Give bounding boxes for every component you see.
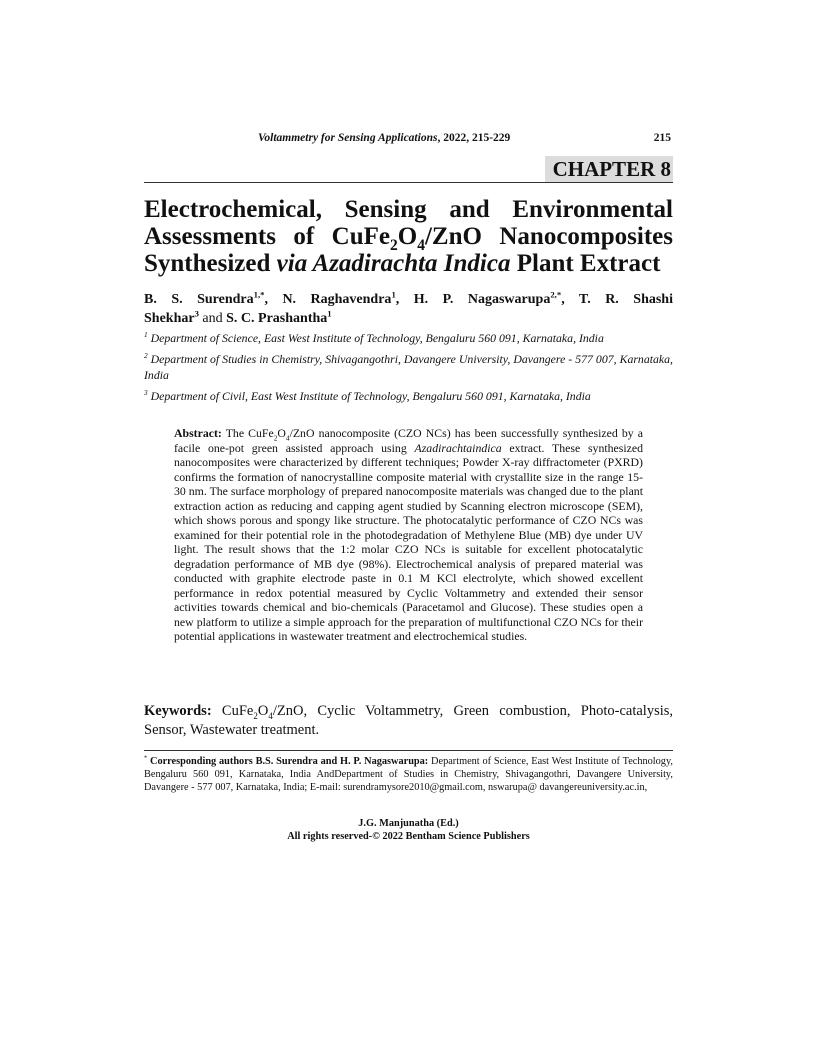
author-sup: 1: [391, 289, 396, 300]
affil-text: Department of Studies in Chemistry, Shivagangothri, Davangere University, Davangere - 577 007, Karnataka, India: [144, 351, 673, 382]
title-line-3: [144, 250, 673, 277]
author-sup: 2,*: [550, 289, 562, 300]
abstract-text: /ZnO nanocomposite (CZO NCs) has been successfully synthesized by a facile one-pot green assisted approach using: [174, 426, 643, 455]
footnote-sup: *: [144, 754, 148, 762]
subscript: 2: [390, 237, 398, 254]
running-head-title: [258, 132, 510, 144]
author-name: S. C. Prashantha: [226, 311, 328, 326]
footnote-label: Corresponding authors B.S. Surendra and H. P. Nagaswarupa:: [147, 756, 429, 767]
author-list: [144, 290, 673, 328]
author-line-2: [144, 309, 673, 328]
affil-text: Department of Civil, East West Institute of Technology, Bengaluru 560 091, Karnataka, India: [147, 388, 591, 403]
title-italic: via Azadirachta Indica: [276, 250, 511, 277]
author-sup: 3: [194, 308, 199, 319]
subscript: 4: [285, 433, 290, 443]
keywords-text: O: [257, 703, 269, 719]
author-sup: 1,*: [253, 289, 265, 300]
title-text: Plant Extract: [510, 250, 661, 277]
affiliation-2: [144, 351, 673, 384]
abstract-italic: Azadirachtaindica: [414, 440, 502, 455]
keywords-text: /ZnO, Cyclic Voltammetry, Green combustion, Photo-catalysis, Sensor, Wastewater treatment.: [144, 703, 674, 738]
abstract-label: Abstract:: [174, 426, 222, 440]
subscript: 4: [268, 710, 273, 721]
year-pages: , 2022, 215-229: [437, 132, 511, 144]
author-name: B. S. Surendra: [144, 292, 254, 307]
subscript: 2: [253, 710, 258, 721]
author-name: , H. P. Nagaswarupa: [395, 292, 551, 307]
affiliation-1: [144, 330, 673, 347]
title-line-1: Electrochemical, Sensing and Environmental: [144, 196, 673, 223]
and-word: and: [198, 311, 227, 326]
subscript: 2: [273, 433, 278, 443]
footnote: [144, 755, 673, 794]
title-text: Synthesized: [144, 250, 277, 277]
affil-sup: 2: [144, 350, 148, 360]
chapter-label: CHAPTER 8: [545, 156, 673, 182]
abstract-text: extract. These synthesized nanocomposites were characterized by different techniques; Powder X-ray diffractometer (PXRD) confirms the formation of nanocrystalline composite material with crystallite size in the range 15-30 nm. The surface morphology of prepared nanocomposite materials was changed due to the plant extraction action as reducing and capping agent studied by Scanning electron microscope (SEM), which shows porous and spongy like structure. The photocatalytic performance of CZO NCs was examined for their potential role in the photodegradation of Methylene Blue (MB) dye under UV light. The result shows that the 1:2 molar CZO NCs is suitable for excellent photocatalytic degradation performance of MB dye (98%). Electrochemical analysis of prepared material was conducted with graphite electrode paste in 0.1 M KCl electrolyte, which showed excellent performance in redox potential measured by Cyclic Voltammetry and extended their sensor activities towards chemical and bio-chemicals (Paracetamol and Glucose). These studies open a new platform to utilize a simple approach for the preparation of multifunctional CZO NCs for their potential applications in wastewater treatment and electrochemical studies.: [174, 440, 643, 643]
title-text: O: [397, 223, 418, 250]
title-line-2: [144, 223, 673, 254]
abstract-text: The CuFe: [221, 426, 274, 440]
abstract: [174, 426, 643, 644]
affil-text: Department of Science, East West Institute of Technology, Bengaluru 560 091, Karnataka, India: [147, 331, 604, 345]
title-text: /ZnO Nanocomposites: [424, 223, 673, 250]
page-number: 215: [653, 132, 671, 144]
footnote-text: Department of Science, East West Institute of Technology, Bengaluru 560 091, Karnataka, India AndDepartment of Studies in Chemistry, Shivagangothri, Davangere University, Davangere - 577 007, Karnataka, India; E-mail: surendramysore2010@gmail.com, nswarupa@ davangereuniversity.ac.in,: [144, 756, 673, 793]
chapter-rule: [144, 182, 673, 183]
chapter-title: [144, 196, 673, 277]
author-sup: 1: [327, 308, 332, 319]
rights-line: All rights reserved-© 2022 Bentham Science Publishers: [287, 831, 530, 842]
author-line-1: [144, 290, 673, 309]
keywords-label: Keywords:: [144, 703, 212, 719]
footnote-rule: [144, 750, 673, 751]
affil-sup: 1: [144, 330, 148, 340]
author-name: , N. Raghavendra: [264, 292, 392, 307]
affiliations: [144, 330, 673, 408]
journal-title: Voltammetry for Sensing Applications: [258, 132, 438, 144]
keywords: [144, 702, 673, 740]
author-name: Shekhar: [144, 311, 195, 326]
abstract-text: O: [277, 426, 286, 440]
title-text: Assessments of CuFe: [144, 223, 390, 250]
author-name: , T. R. Shashi: [561, 292, 673, 307]
keywords-text: CuFe: [211, 703, 254, 719]
affil-sup: 3: [144, 387, 148, 397]
editor-line: J.G. Manjunatha (Ed.): [358, 818, 459, 829]
affiliation-3: [144, 388, 673, 405]
subscript: 4: [417, 237, 425, 254]
page-footer: [144, 817, 673, 843]
